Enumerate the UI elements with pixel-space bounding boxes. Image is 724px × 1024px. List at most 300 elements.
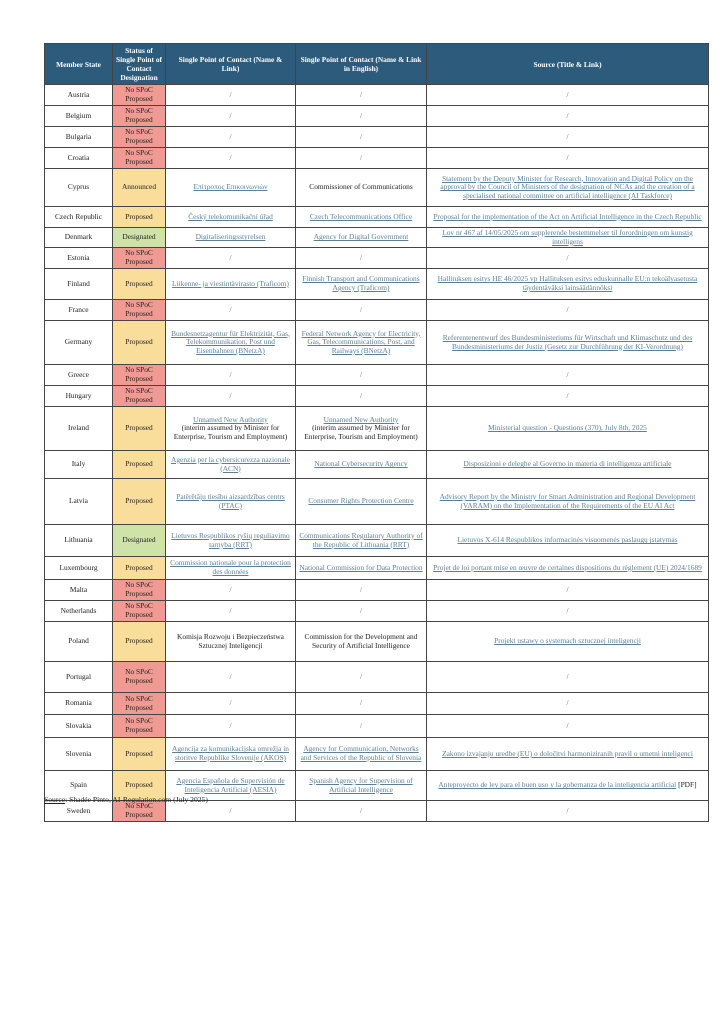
table-row <box>45 148 709 169</box>
spoc-link[interactable]: Επίτροπος Επικοινωνιών <box>193 182 268 192</box>
status-cell <box>113 525 166 557</box>
spoc-empty: / <box>229 304 232 314</box>
spoc-cell <box>166 386 296 407</box>
member-state-cell <box>45 228 113 248</box>
source-cell <box>427 622 709 662</box>
spoc-cell <box>166 662 296 693</box>
source-cell <box>427 601 709 622</box>
header-spoc-english: Single Point of Contact (Name & Link in English) <box>296 44 427 85</box>
spoc-cell <box>166 85 296 106</box>
spoc-english-empty: / <box>359 131 363 141</box>
status-badge: Proposed <box>125 211 153 221</box>
member-state: France <box>68 304 89 314</box>
status-cell <box>113 386 166 407</box>
status-badge: Proposed <box>125 562 153 572</box>
spoc-cell <box>166 106 296 127</box>
source-cell <box>427 451 709 479</box>
source-link[interactable]: Lietuvos X-614 Respublikos informacinės visuomenės paslaugų įstatymas <box>457 535 678 545</box>
source-link[interactable]: Proposal for the implementation of the Act on Artificial Intelligence in the Czech Republic <box>433 211 702 221</box>
status-badge: Designated <box>122 232 156 242</box>
source-cell <box>427 715 709 738</box>
source-link[interactable]: Anteproyecto de ley para el buen uso y la gobernanza de la inteligencia artificial <box>438 780 677 790</box>
member-state-cell <box>45 85 113 106</box>
spoc-cell <box>166 557 296 580</box>
source-cell <box>427 771 709 801</box>
source-link[interactable]: Disposizioni e deleghe al Governo in materia di intelligenza artificiale <box>463 459 672 469</box>
spoc-english-link[interactable]: National Cybersecurity Agency <box>314 459 408 469</box>
spoc-cell <box>166 127 296 148</box>
source-cell <box>427 269 709 300</box>
source-link[interactable]: Projet de loi portant mise en œuvre de certaines dispositions du règlement (UE) 2024/1689 <box>433 562 702 572</box>
source-cell <box>427 300 709 321</box>
status-badge: Designated <box>122 535 156 545</box>
status-cell <box>113 451 166 479</box>
spoc-cell <box>166 269 296 300</box>
member-state-cell <box>45 300 113 321</box>
spoc-english-cell <box>296 693 427 715</box>
spoc-english-cell <box>296 148 427 169</box>
status-cell <box>113 248 166 269</box>
source-cell <box>427 106 709 127</box>
spoc-empty: / <box>229 698 232 708</box>
status-badge: Proposed <box>125 636 153 646</box>
table-row <box>45 662 709 693</box>
member-state: Slovenia <box>65 748 92 758</box>
header-status: Status of Single Point of Contact Designation <box>113 44 166 85</box>
status-badge: Proposed <box>125 496 153 506</box>
member-state-cell <box>45 207 113 228</box>
table-row <box>45 622 709 662</box>
spoc-cell <box>166 148 296 169</box>
spoc-english-link[interactable]: Agency for Digital Government <box>313 232 409 242</box>
member-state: Poland <box>68 636 89 646</box>
spoc-cell <box>166 207 296 228</box>
source-note <box>44 795 208 804</box>
table-row <box>45 407 709 451</box>
spoc-empty: / <box>229 369 232 379</box>
table-row <box>45 300 709 321</box>
source-cell <box>427 321 709 365</box>
status-cell <box>113 479 166 525</box>
table-row <box>45 715 709 738</box>
source-cell <box>427 525 709 557</box>
spoc-english-link[interactable]: National Commission for Data Protection <box>299 562 423 572</box>
spoc-english-empty: / <box>359 152 363 162</box>
status-badge: No SPoC Proposed <box>125 716 153 734</box>
table-row <box>45 738 709 771</box>
spoc-english-cell <box>296 228 427 248</box>
member-state: Croatia <box>67 152 90 162</box>
spoc-link[interactable]: Agencia Española de Supervisión de Inteligencia Artificial (AESIA) <box>176 775 285 794</box>
status-cell <box>113 228 166 248</box>
member-state-cell <box>45 525 113 557</box>
spoc-link[interactable]: Český telekomunikační úřad <box>188 211 273 221</box>
status-badge: No SPoC Proposed <box>125 386 153 404</box>
member-state-cell <box>45 557 113 580</box>
spoc-english-empty: / <box>359 390 363 400</box>
member-state-cell <box>45 248 113 269</box>
header-source: Source (Title & Link) <box>427 44 709 85</box>
table-row <box>45 269 709 300</box>
spoc-cell <box>166 715 296 738</box>
member-state-cell <box>45 580 113 601</box>
member-state: Denmark <box>64 232 93 242</box>
table-row <box>45 365 709 386</box>
status-cell <box>113 321 166 365</box>
source-empty: / <box>566 390 569 400</box>
member-state-cell <box>45 169 113 207</box>
spoc-english-empty: / <box>359 304 363 314</box>
spoc-english-empty: / <box>359 369 363 379</box>
source-cell <box>427 801 709 822</box>
member-state-cell <box>45 451 113 479</box>
status-cell <box>113 738 166 771</box>
spoc-english-link[interactable]: Unnamed New Authority <box>323 414 399 424</box>
source-note-label: Source <box>44 795 66 804</box>
spoc-english-cell <box>296 557 427 580</box>
member-state: Sweden <box>66 805 91 815</box>
spoc-english-link[interactable]: Consumer Rights Protection Centre <box>308 496 414 506</box>
member-state-cell <box>45 321 113 365</box>
table-row <box>45 386 709 407</box>
source-cell <box>427 228 709 248</box>
member-state: Netherlands <box>60 605 97 615</box>
spoc-english-text: Commissioner of Communications <box>309 182 413 192</box>
status-badge: No SPoC Proposed <box>125 300 153 318</box>
spoc-english-empty: / <box>359 805 363 815</box>
status-cell <box>113 148 166 169</box>
member-state: Belgium <box>65 110 92 120</box>
spoc-link[interactable]: Unnamed New Authority <box>193 414 268 424</box>
spoc-empty: / <box>229 89 232 99</box>
status-badge: No SPoC Proposed <box>125 85 153 103</box>
member-state: Luxembourg <box>59 562 98 572</box>
header-member-state: Member State <box>45 44 113 85</box>
spoc-empty: / <box>229 152 232 162</box>
member-state-cell <box>45 407 113 451</box>
status-badge: No SPoC Proposed <box>125 248 153 266</box>
spoc-english-cell <box>296 321 427 365</box>
member-state: Slovakia <box>65 720 92 730</box>
member-state: Hungary <box>65 390 92 400</box>
spoc-english-empty: / <box>359 698 363 708</box>
spoc-empty: / <box>229 390 232 400</box>
source-empty: / <box>566 131 569 141</box>
status-badge: Proposed <box>125 423 153 433</box>
source-link[interactable]: Zakono izvajanju uredbe (EU) o določitvi harmoniziranih pravil o umetni inteligenci <box>442 748 693 758</box>
spoc-english-link[interactable]: Communications Regulatory Authority of the Republic of Lithuania (RRT) <box>299 530 423 549</box>
spoc-cell <box>166 601 296 622</box>
spoc-cell <box>166 407 296 451</box>
status-cell <box>113 85 166 106</box>
status-cell <box>113 127 166 148</box>
source-cell <box>427 207 709 228</box>
spoc-english-cell <box>296 622 427 662</box>
source-cell <box>427 580 709 601</box>
table-row <box>45 580 709 601</box>
status-cell <box>113 557 166 580</box>
source-link[interactable]: Hallituksen esitys HE 46/2025 vp Hallituksen esitys eduskunnalle EU:n tekoälyasetusta täydentäväksi lainsäädännöksi <box>437 274 698 292</box>
status-badge: Proposed <box>125 459 153 469</box>
table-row <box>45 85 709 106</box>
member-state-cell <box>45 715 113 738</box>
source-empty: / <box>566 304 569 314</box>
spoc-link[interactable]: Commission nationale pour la protection des données <box>170 558 291 576</box>
header-spoc: Single Point of Contact (Name & Link) <box>166 44 296 85</box>
spoc-cell <box>166 479 296 525</box>
source-cell <box>427 662 709 693</box>
table-row <box>45 601 709 622</box>
spoc-cell <box>166 451 296 479</box>
spoc-empty: / <box>229 131 232 141</box>
status-badge: No SPoC Proposed <box>125 148 153 166</box>
status-cell <box>113 715 166 738</box>
source-link[interactable]: Projekt ustawy o systemach sztucznej inteligencji <box>494 636 641 646</box>
spoc-english-empty: / <box>359 605 363 615</box>
member-state-cell <box>45 106 113 127</box>
spoc-cell <box>166 169 296 207</box>
member-state: Germany <box>64 337 93 347</box>
source-empty: / <box>566 89 569 99</box>
spoc-table <box>44 43 709 822</box>
status-cell <box>113 106 166 127</box>
source-link[interactable]: Statement by the Deputy Minister for Research, Innovation and Digital Policy on the approval by the Council of Ministers of the designation of NCAs and the creation of a specialised national committee on artificial intelligence (AI Taskforce) <box>440 173 695 200</box>
table-row <box>45 207 709 228</box>
status-cell <box>113 300 166 321</box>
status-badge: Proposed <box>125 278 153 288</box>
table-row <box>45 525 709 557</box>
status-badge: No SPoC Proposed <box>125 365 153 383</box>
spoc-empty: / <box>229 584 232 594</box>
spoc-text: Komisja Rozwoju i Bezpieczeństwa Sztucznej Inteligencji <box>177 631 284 650</box>
spoc-english-cell <box>296 169 427 207</box>
source-empty: / <box>566 698 569 708</box>
spoc-cell <box>166 365 296 386</box>
spoc-cell <box>166 738 296 771</box>
source-empty: / <box>566 584 569 594</box>
member-state: Greece <box>68 369 89 379</box>
member-state: Cyprus <box>67 182 90 192</box>
status-badge: No SPoC Proposed <box>125 693 153 712</box>
table-row <box>45 169 709 207</box>
source-cell <box>427 738 709 771</box>
status-cell <box>113 693 166 715</box>
spoc-english-cell <box>296 601 427 622</box>
spoc-empty: / <box>229 252 232 262</box>
spoc-english-cell <box>296 269 427 300</box>
source-cell <box>427 693 709 715</box>
spoc-english-empty: / <box>359 110 363 120</box>
member-state-cell <box>45 693 113 715</box>
spoc-empty: / <box>229 110 232 120</box>
table-row <box>45 127 709 148</box>
member-state: Estonia <box>67 252 90 262</box>
status-badge: No SPoC Proposed <box>125 127 153 145</box>
spoc-english-empty: / <box>359 720 363 730</box>
status-cell <box>113 365 166 386</box>
table-row <box>45 451 709 479</box>
member-state-cell <box>45 738 113 771</box>
member-state: Finland <box>67 278 90 288</box>
member-state-cell <box>45 622 113 662</box>
source-cell <box>427 386 709 407</box>
spoc-english-cell <box>296 801 427 822</box>
source-empty: / <box>566 605 569 615</box>
source-link[interactable]: Lov nr 467 af 14/05/2025 om supplerende bestemmelser til forordningen om kunstig intelligens <box>442 227 693 246</box>
spoc-english-cell <box>296 300 427 321</box>
status-cell <box>113 580 166 601</box>
spoc-cell <box>166 228 296 248</box>
spoc-english-cell <box>296 85 427 106</box>
spoc-english-link[interactable]: Finnish Transport and Communications Agency (Traficom) <box>302 274 420 292</box>
spoc-cell <box>166 300 296 321</box>
member-state: Czech Republic <box>55 211 102 221</box>
table-row <box>45 321 709 365</box>
spoc-english-cell <box>296 248 427 269</box>
table-row <box>45 557 709 580</box>
member-state-cell <box>45 148 113 169</box>
spoc-english-link[interactable]: Agency for Communication, Networks and Services of the Republic of Slovenia <box>300 744 422 762</box>
spoc-english-note: (interim assumed by Minister for Enterprise, Tourism and Employment) <box>304 423 418 441</box>
spoc-link[interactable]: Liikenne- ja viestintävirasto (Traficom) <box>172 278 289 288</box>
status-badge: No SPoC Proposed <box>125 580 153 598</box>
source-empty: / <box>566 671 569 681</box>
spoc-empty: / <box>229 671 232 681</box>
spoc-english-cell <box>296 207 427 228</box>
spoc-link[interactable]: Digitaliseringsstyrelsen <box>195 232 266 242</box>
table-row <box>45 248 709 269</box>
spoc-english-cell <box>296 106 427 127</box>
table-row <box>45 228 709 248</box>
member-state: Austria <box>67 89 90 99</box>
spoc-english-cell <box>296 451 427 479</box>
spoc-english-cell <box>296 127 427 148</box>
status-cell <box>113 169 166 207</box>
spoc-english-cell <box>296 771 427 801</box>
spoc-cell <box>166 248 296 269</box>
status-cell <box>113 622 166 662</box>
source-cell <box>427 148 709 169</box>
member-state-cell <box>45 479 113 525</box>
spoc-english-link[interactable]: Czech Telecommunications Office <box>309 211 413 221</box>
status-badge: Proposed <box>125 780 153 790</box>
table-row <box>45 479 709 525</box>
source-cell <box>427 85 709 106</box>
status-badge: No SPoC Proposed <box>125 801 153 819</box>
source-empty: / <box>566 110 569 120</box>
source-cell <box>427 479 709 525</box>
status-cell <box>113 407 166 451</box>
spoc-english-link[interactable]: Federal Network Agency for Electricity, Gas, Telecommunications, Post, and Railways (BNetzA) <box>301 328 421 355</box>
spoc-link[interactable]: Lietuvos Respublikos ryšių reguliavimo tarnyba (RRT) <box>171 530 290 549</box>
status-cell <box>113 207 166 228</box>
spoc-cell <box>166 525 296 557</box>
spoc-english-cell <box>296 407 427 451</box>
spoc-cell <box>166 580 296 601</box>
member-state: Lithuania <box>64 535 93 545</box>
spoc-english-cell <box>296 662 427 693</box>
source-empty: / <box>566 369 569 379</box>
spoc-english-cell <box>296 738 427 771</box>
spoc-note: (interim assumed by Minister for Enterprise, Tourism and Employment) <box>173 423 288 441</box>
source-empty: / <box>566 152 569 162</box>
spoc-english-text: Commission for the Development and Security of Artificial Intelligence <box>304 631 418 650</box>
member-state: Romania <box>65 698 92 708</box>
member-state: Malta <box>69 584 88 594</box>
status-badge: No SPoC Proposed <box>125 106 153 124</box>
member-state: Portugal <box>65 671 92 681</box>
table-header-row <box>45 44 709 85</box>
source-cell <box>427 365 709 386</box>
source-empty: / <box>566 720 569 730</box>
spoc-english-cell <box>296 525 427 557</box>
member-state-cell <box>45 662 113 693</box>
spoc-english-link[interactable]: Spanish Agency for Supervision of Artificial Intelligence <box>309 775 413 794</box>
source-empty: / <box>566 805 569 815</box>
spoc-link[interactable]: Agenzia per la cybersicurezza nazionale (ACN) <box>171 454 290 473</box>
member-state-cell <box>45 386 113 407</box>
source-cell <box>427 407 709 451</box>
spoc-link[interactable]: Patērētāju tiesību aizsardzības centrs (PTAC) <box>176 491 285 510</box>
source-cell <box>427 169 709 207</box>
status-cell <box>113 601 166 622</box>
status-badge: Proposed <box>125 337 153 347</box>
source-cell <box>427 557 709 580</box>
spoc-cell <box>166 622 296 662</box>
spoc-english-cell <box>296 715 427 738</box>
source-link[interactable]: Advisory Report by the Ministry for Smart Administration and Regional Development (VARAM) on the Implementation of the Requirements of the EU AI Act <box>439 491 696 510</box>
member-state: Latvia <box>69 496 88 506</box>
spoc-link[interactable]: Agencija za komunikacijska omrežja in storitve Republike Slovenije (AKOS) <box>172 744 289 762</box>
spoc-cell <box>166 693 296 715</box>
status-badge: No SPoC Proposed <box>125 667 153 685</box>
spoc-english-empty: / <box>359 252 363 262</box>
member-state-cell <box>45 269 113 300</box>
source-suffix: [PDF] <box>678 780 697 790</box>
member-state-cell <box>45 601 113 622</box>
spoc-empty: / <box>229 720 232 730</box>
spoc-empty: / <box>229 605 232 615</box>
source-cell <box>427 127 709 148</box>
source-link[interactable]: Referentenentwurf des Bundesministeriums für Wirtschaft und Klimaschutz und des Bundesministeriums der Justiz (Gesetz zur Durchführung der KI-Verordnung) <box>442 332 693 351</box>
spoc-link[interactable]: Bundesnetzagentur für Elektrizität, Gas, Telekommunikation, Post und Eisenbahnen (BNetzA) <box>171 328 290 355</box>
source-empty: / <box>566 252 569 262</box>
spoc-english-empty: / <box>359 671 363 681</box>
member-state-cell <box>45 127 113 148</box>
status-badge: No SPoC Proposed <box>125 601 153 619</box>
member-state: Spain <box>70 780 87 790</box>
member-state: Italy <box>71 459 86 469</box>
member-state: Ireland <box>68 423 89 433</box>
spoc-english-cell <box>296 479 427 525</box>
spoc-cell <box>166 321 296 365</box>
table-row <box>45 106 709 127</box>
spoc-english-empty: / <box>359 89 363 99</box>
table-row <box>45 693 709 715</box>
source-link[interactable]: Ministerial question - Questions (370), July 8th, 2025 <box>488 423 647 433</box>
member-state: Bulgaria <box>65 131 92 141</box>
source-note-text: : Shadée Pinto, AI-Regulation.com (July 2025) <box>65 795 208 804</box>
spoc-english-empty: / <box>359 584 363 594</box>
status-cell <box>113 662 166 693</box>
status-cell <box>113 269 166 300</box>
spoc-english-cell <box>296 580 427 601</box>
member-state-cell <box>45 365 113 386</box>
status-badge: Announced <box>121 182 157 192</box>
source-cell <box>427 248 709 269</box>
spoc-english-cell <box>296 365 427 386</box>
spoc-english-cell <box>296 386 427 407</box>
